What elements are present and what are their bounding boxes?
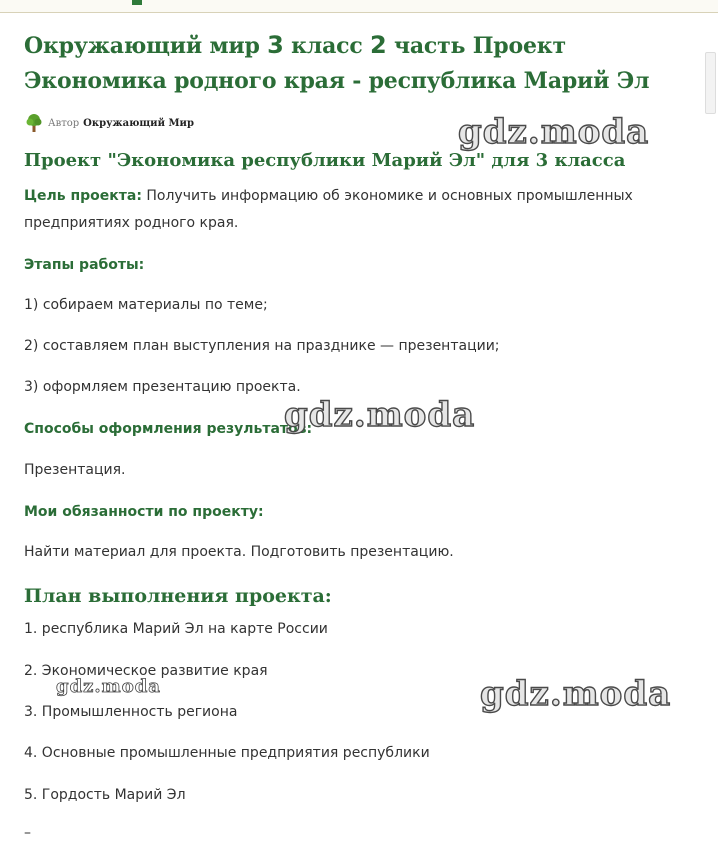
- watermark: gdz.moda: [480, 674, 672, 714]
- page-title: Окружающий мир 3 класс 2 часть Проект Экономика родного края - республика Марий Эл: [24, 31, 650, 94]
- top-bar: [0, 0, 718, 13]
- methods-label: Способы оформления результатов:: [24, 421, 313, 437]
- plan-item: 4. Основные промышленные предприятия республики: [24, 745, 430, 761]
- stage-item: 3) оформляем презентацию проекта.: [24, 379, 301, 395]
- stage-item: 1) собираем материалы по теме;: [24, 297, 268, 313]
- plan-item: 5. Гордость Марий Эл: [24, 787, 186, 803]
- scrollbar-thumb[interactable]: [705, 52, 716, 114]
- scrollbar[interactable]: [704, 14, 718, 154]
- plan-item: 3. Промышленность региона: [24, 704, 238, 720]
- duties-label: Мои обязанности по проекту:: [24, 504, 264, 520]
- author-prefix: Автор: [48, 117, 80, 129]
- plan-item: 2. Экономическое развитие края: [24, 663, 268, 679]
- methods-text: Презентация.: [24, 462, 126, 478]
- stage-item: 2) составляем план выступления на празднике — презентации;: [24, 338, 500, 354]
- goal-paragraph: [24, 183, 644, 237]
- logo-fragment: [132, 0, 142, 5]
- author-line: [24, 113, 194, 133]
- trailing-dash: –: [24, 825, 31, 841]
- plan-heading: План выполнения проекта:: [24, 585, 332, 607]
- watermark: gdz.moda: [458, 112, 650, 152]
- goal-label: Цель проекта:: [24, 188, 142, 204]
- author-link[interactable]: Окружающий Мир: [83, 117, 194, 129]
- watermark: gdz.moda: [56, 676, 161, 697]
- goal-text: Получить информацию об экономике и основных промышленных предприятиях родного края.: [24, 188, 633, 231]
- duties-text: Найти материал для проекта. Подготовить презентацию.: [24, 544, 454, 560]
- watermark: gdz.moda: [284, 395, 476, 435]
- project-heading: Проект "Экономика республики Марий Эл" для 3 класса: [24, 150, 626, 171]
- stages-label: Этапы работы:: [24, 257, 145, 273]
- tree-icon: [24, 113, 44, 133]
- plan-item: 1. республика Марий Эл на карте России: [24, 621, 328, 637]
